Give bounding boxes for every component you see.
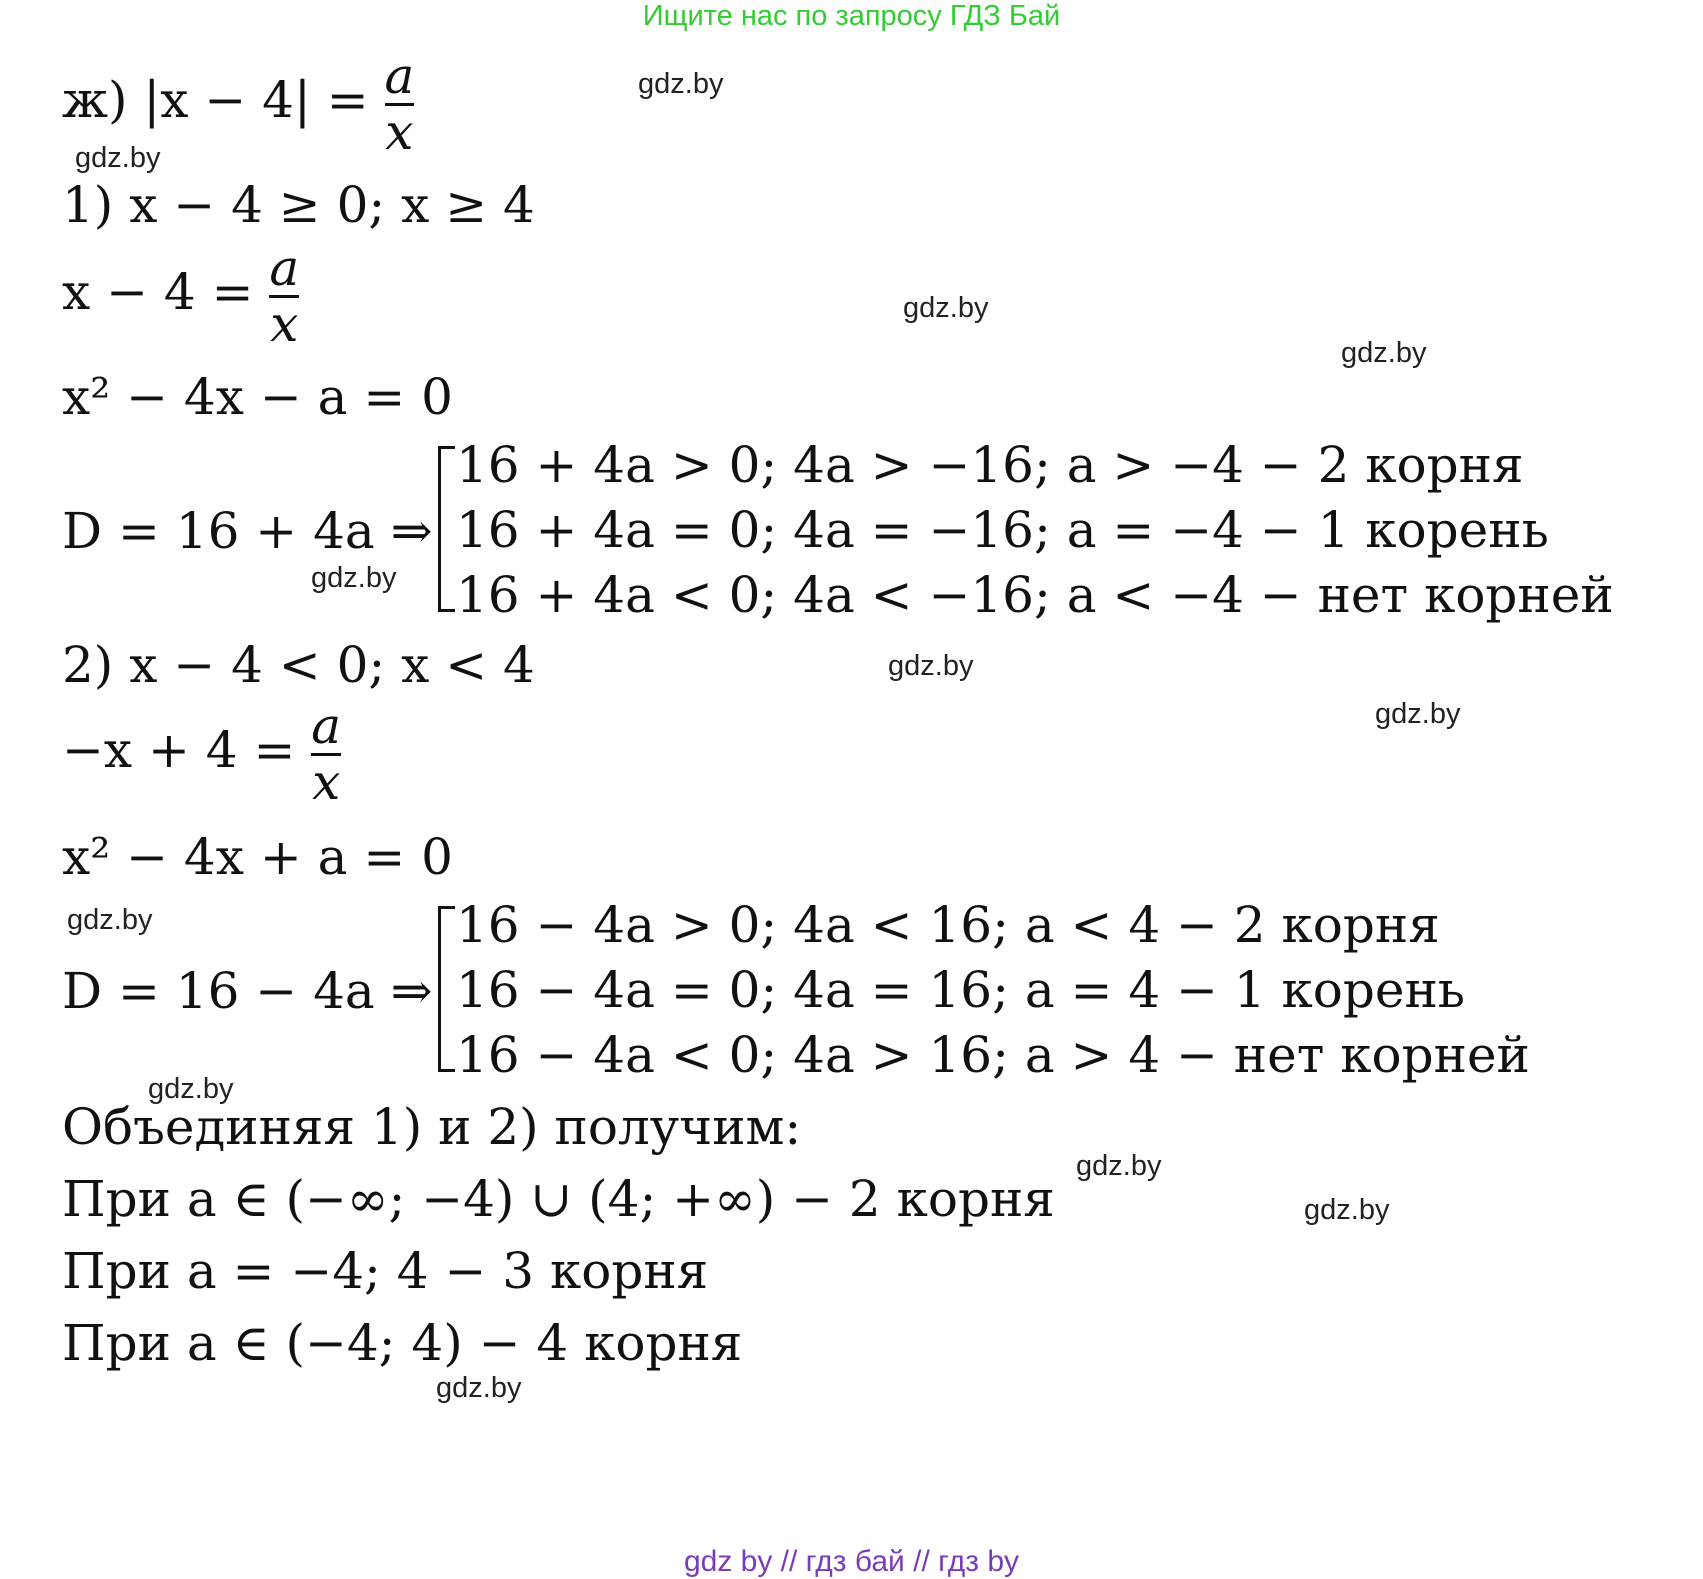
part2-discriminant: D = 16 − 4a ⇒	[62, 962, 433, 1020]
watermark: gdz.by	[67, 904, 153, 936]
part2-case: 16 − 4a = 0; 4a = 16; a = 4 − 1 корень	[456, 961, 1466, 1019]
part2-equation	[62, 697, 342, 811]
problem-lhs: |x − 4| =	[143, 71, 369, 129]
case-bracket	[438, 446, 455, 612]
watermark: gdz.by	[1375, 698, 1461, 730]
part1-case: 16 + 4a = 0; 4a = −16; a = −4 − 1 корень	[456, 501, 1549, 559]
fraction-denominator: x	[312, 752, 341, 811]
part2-eq-lhs: −x + 4 =	[62, 721, 296, 779]
problem-label: ж)	[62, 71, 128, 129]
part1-eq-lhs: x − 4 =	[62, 263, 254, 321]
conclusion-line: При a ∈ (−4; 4) − 4 корня	[62, 1314, 743, 1372]
part1-quadratic: x² − 4x − a = 0	[62, 368, 453, 426]
fraction-numerator: a	[311, 697, 342, 755]
part2-quadratic: x² − 4x + a = 0	[62, 828, 453, 886]
conclusion-line: При a ∈ (−∞; −4) ∪ (4; +∞) − 2 корня	[62, 1170, 1055, 1228]
part2-condition: 2) x − 4 < 0; x < 4	[62, 636, 535, 694]
part1-fraction	[269, 239, 300, 353]
site-banner: Ищите нас по запросу ГДЗ Бай	[642, 0, 1061, 32]
watermark: gdz.by	[1076, 1150, 1162, 1182]
fraction-numerator: a	[269, 239, 300, 297]
case-bracket	[438, 906, 455, 1072]
part1-discriminant: D = 16 + 4a ⇒	[62, 502, 433, 560]
watermark: gdz.by	[1341, 337, 1427, 369]
part1-condition: 1) x − 4 ≥ 0; x ≥ 4	[62, 176, 535, 234]
watermark: gdz.by	[75, 142, 161, 174]
watermark: gdz.by	[903, 292, 989, 324]
watermark: gdz.by	[148, 1073, 234, 1105]
part1-equation	[62, 239, 300, 353]
problem-statement	[62, 47, 415, 161]
fraction-denominator: x	[385, 102, 414, 161]
part1-case: 16 + 4a > 0; 4a > −16; a > −4 − 2 корня	[456, 436, 1524, 494]
watermark: gdz.by	[888, 650, 974, 682]
footer-links: gdz by // гдз бай // гдз by	[683, 1545, 1020, 1578]
conclusion-line: При a = −4; 4 − 3 корня	[62, 1242, 709, 1300]
fraction-numerator: a	[384, 47, 415, 105]
watermark: gdz.by	[1304, 1194, 1390, 1226]
fraction-denominator: x	[270, 294, 299, 353]
part1-case: 16 + 4a < 0; 4a < −16; a < −4 − нет корней	[456, 566, 1614, 624]
watermark: gdz.by	[638, 68, 724, 100]
problem-fraction	[384, 47, 415, 161]
watermark: gdz.by	[436, 1372, 522, 1404]
part2-case: 16 − 4a < 0; 4a > 16; a > 4 − нет корней	[456, 1026, 1530, 1084]
watermark: gdz.by	[311, 562, 397, 594]
part2-fraction	[311, 697, 342, 811]
conclusion-intro: Объединяя 1) и 2) получим:	[62, 1098, 802, 1156]
part2-case: 16 − 4a > 0; 4a < 16; a < 4 − 2 корня	[456, 896, 1440, 954]
